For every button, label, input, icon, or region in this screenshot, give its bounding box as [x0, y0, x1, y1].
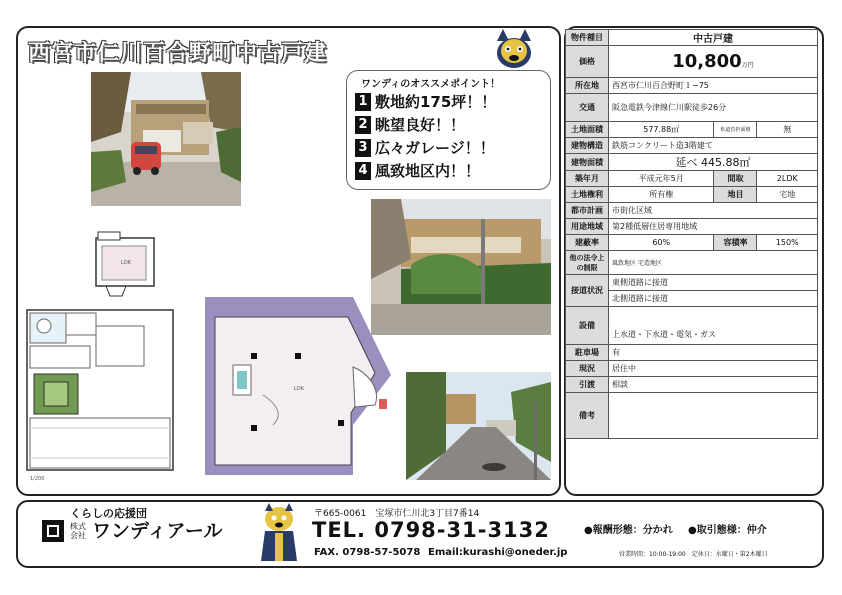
floorplan-3f [92, 230, 164, 300]
spec-label: 所在地 [566, 78, 609, 94]
road-value: 東側道路に接道 [609, 275, 818, 291]
company-logo-mark [42, 520, 64, 542]
other-restriction-value: 風致地区 宅造地区 [609, 251, 818, 275]
chimoku-value: 宅地 [757, 187, 818, 203]
spec-label: 用途地域 [566, 219, 609, 235]
spec-label: 物件種目 [566, 30, 609, 46]
spec-label: 間取 [714, 171, 757, 187]
spec-label: 建物構造 [566, 138, 609, 154]
fax-number: FAX. 0798-57-5078 [314, 547, 421, 558]
road-photo [406, 372, 551, 480]
spec-label: 建蔽率 [566, 235, 609, 251]
floorplan-room-label: LDK [121, 260, 131, 266]
fee-terms: ●報酬形態：分かれ [584, 525, 673, 536]
price-unit: 万円 [741, 62, 754, 69]
spec-label: 建物面積 [566, 154, 609, 171]
mascot-hero-icon [257, 503, 301, 563]
floorplan-2f [203, 295, 393, 485]
point-text: 広々ガレージ！！ [375, 139, 495, 157]
price-value: 10,800 [672, 51, 742, 72]
far-value: 150% [757, 235, 818, 251]
point-number: 3 [355, 139, 371, 157]
floorplan-1f [26, 308, 176, 483]
city-plan-value: 市街化区域 [609, 203, 818, 219]
remarks-value [609, 393, 818, 439]
phone-number: TEL. 0798-31-3132 [312, 518, 550, 542]
spec-label: 他の法令上の制限 [566, 251, 609, 275]
business-hours: 営業時間：10:00-19:00 定休日：水曜日・第2木曜日 [619, 551, 768, 558]
points-header: ワンディのオススメポイント！ [361, 79, 501, 90]
company-name: ワンディアール [92, 520, 223, 542]
point-text: 敷地約175坪！！ [375, 93, 497, 111]
point-text: 風致地区内！！ [375, 162, 481, 180]
company-catch: くらしの応援団 [70, 507, 147, 520]
spec-label: 設備 [566, 307, 609, 345]
point-item [355, 137, 495, 158]
zone-value: 第2種低層住居専用地域 [609, 219, 818, 235]
private-road-value: 無 [757, 122, 818, 138]
company-address: 〒665-0061 宝塚市仁川北3丁目7番14 [314, 509, 480, 519]
email-address: Email:kurashi@oneder.jp [428, 547, 568, 558]
parking-value: 有 [609, 345, 818, 361]
point-item [355, 114, 465, 135]
spec-label: 接道状況 [566, 275, 609, 307]
page-title: 西宮市仁川百合野町中古戸建 [28, 41, 328, 66]
building-area-value: 延べ 445.88㎡ [609, 154, 818, 171]
point-text: 眺望良好！！ [375, 116, 466, 134]
spec-label: 駐車場 [566, 345, 609, 361]
spec-label: 土地面積 [566, 122, 609, 138]
status-value: 居住中 [609, 361, 818, 377]
floorplan-room-label: LDK [294, 386, 304, 392]
point-item [355, 160, 480, 181]
recommend-points-box [346, 70, 551, 190]
mascot-dog-icon [491, 27, 537, 73]
spec-label: 私道負担面積 [714, 122, 757, 138]
built-value: 平成元年5月 [609, 171, 714, 187]
spec-table [565, 29, 818, 439]
structure-value: 鉄筋コンクリート造3階建て [609, 138, 818, 154]
property-type: 中古戸建 [609, 30, 818, 46]
traffic-value: 阪急電鉄今津線仁川駅徒歩26分 [609, 94, 818, 122]
floorplan-scale: 1/200 [30, 476, 45, 482]
coverage-value: 60% [609, 235, 714, 251]
spec-label: 築年月 [566, 171, 609, 187]
spec-label: 備考 [566, 393, 609, 439]
spec-label: 交通 [566, 94, 609, 122]
house-photo-street [371, 199, 551, 335]
point-number: 2 [355, 116, 371, 134]
land-area-value: 577.88㎡ [609, 122, 714, 138]
spec-label: 引渡 [566, 377, 609, 393]
company-prefix: 株式会社 [70, 522, 86, 540]
land-right-value: 所有権 [609, 187, 714, 203]
house-photo-main [91, 72, 241, 206]
spec-label: 容積率 [714, 235, 757, 251]
spec-label: 現況 [566, 361, 609, 377]
spec-label: 価格 [566, 46, 609, 78]
transaction-terms: ●取引態様：仲介 [688, 525, 767, 536]
road-value: 北側道路に接道 [609, 291, 818, 307]
equipment-value: 上水道・下水道・電気・ガス [609, 307, 818, 345]
address-value: 西宮市仁川百合野町１−75 [609, 78, 818, 94]
handover-value: 相談 [609, 377, 818, 393]
spec-label: 土地権利 [566, 187, 609, 203]
layout-value: 2LDK [757, 171, 818, 187]
spec-label: 地目 [714, 187, 757, 203]
spec-label: 都市計画 [566, 203, 609, 219]
point-number: 1 [355, 93, 371, 111]
point-number: 4 [355, 162, 371, 180]
point-item [355, 91, 496, 112]
